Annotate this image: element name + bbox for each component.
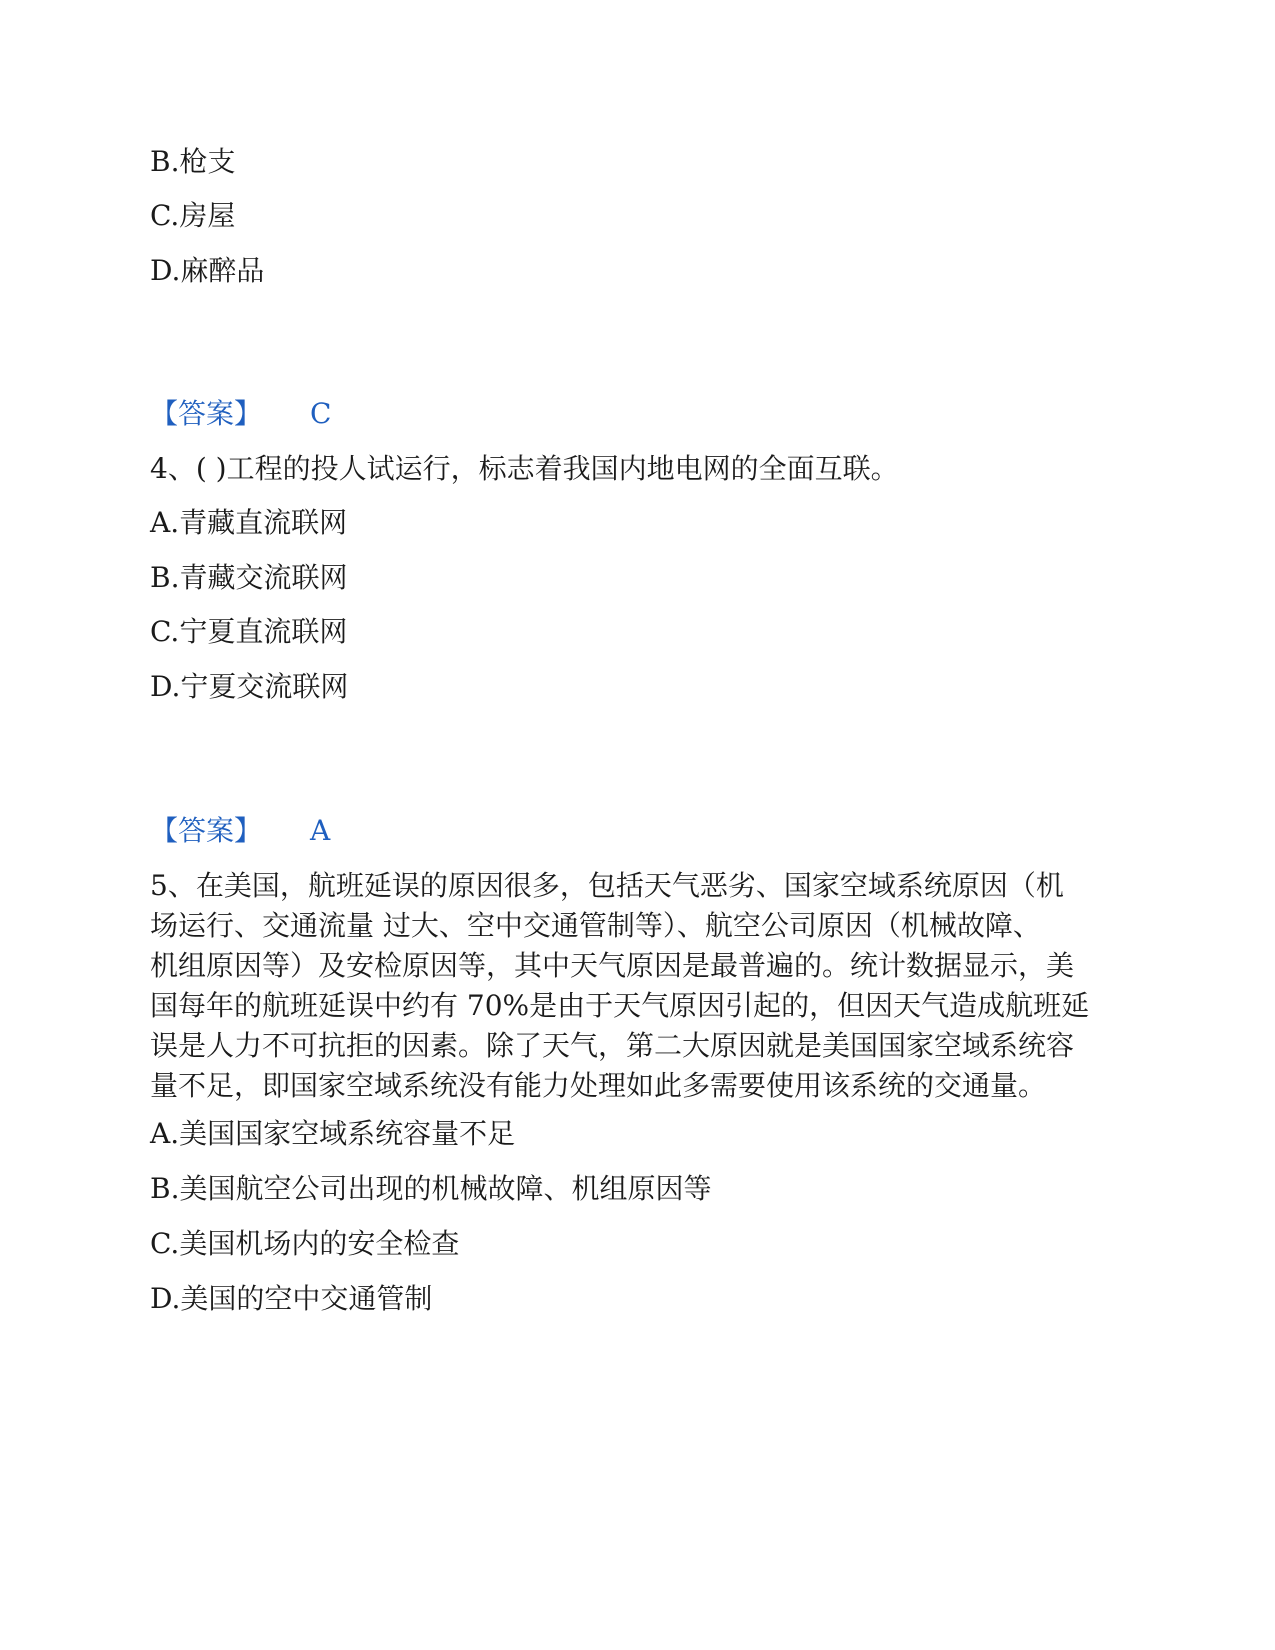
- answer-prev: [150, 394, 331, 434]
- question-5-line: 误是人力不可抗拒的因素。除了天气，第二大原因就是美国国家空域系统容: [150, 1029, 1075, 1062]
- q5-option-a: A.美国国家空域系统容量不足: [150, 1117, 516, 1150]
- answer-value: C: [310, 397, 332, 430]
- question-4-text: 4、( )工程的投人试运行，标志着我国内地电网的全面互联。: [150, 452, 899, 485]
- q4-option-c: C.宁夏直流联网: [150, 615, 348, 648]
- answer-label: 【答案】: [150, 397, 263, 430]
- answer-value: A: [310, 814, 331, 847]
- q5-option-b: B.美国航空公司出现的机械故障、机组原因等: [150, 1172, 712, 1205]
- q4-option-d: D.宁夏交流联网: [150, 670, 349, 703]
- question-5-line: 国每年的航班延误中约有 70%是由于天气原因引起的，但因天气造成航班延: [150, 989, 1090, 1022]
- question-5-line: 机组原因等）及安检原因等，其中天气原因是最普遍的。统计数据显示，美: [150, 949, 1075, 982]
- option-b-prev: B.枪支: [150, 145, 236, 178]
- q5-option-d: D.美国的空中交通管制: [150, 1282, 433, 1315]
- question-5-text: [150, 866, 1130, 1106]
- question-5-line: 场运行、交通流量 过大、空中交通管制等）、航空公司原因（机械故障、: [150, 909, 1041, 942]
- q4-option-a: A.青藏直流联网: [150, 506, 348, 539]
- q4-option-b: B.青藏交流联网: [150, 561, 348, 594]
- question-5-line: 量不足，即国家空域系统没有能力处理如此多需要使用该系统的交通量。: [150, 1069, 1047, 1102]
- answer-q4: [150, 811, 330, 851]
- option-c-prev: C.房屋: [150, 199, 236, 232]
- answer-label: 【答案】: [150, 814, 263, 847]
- option-d-prev: D.麻醉品: [150, 254, 265, 287]
- q5-option-c: C.美国机场内的安全检查: [150, 1227, 460, 1260]
- question-5-line: 5、在美国，航班延误的原因很多，包括天气恶劣、国家空域系统原因（机: [150, 869, 1064, 902]
